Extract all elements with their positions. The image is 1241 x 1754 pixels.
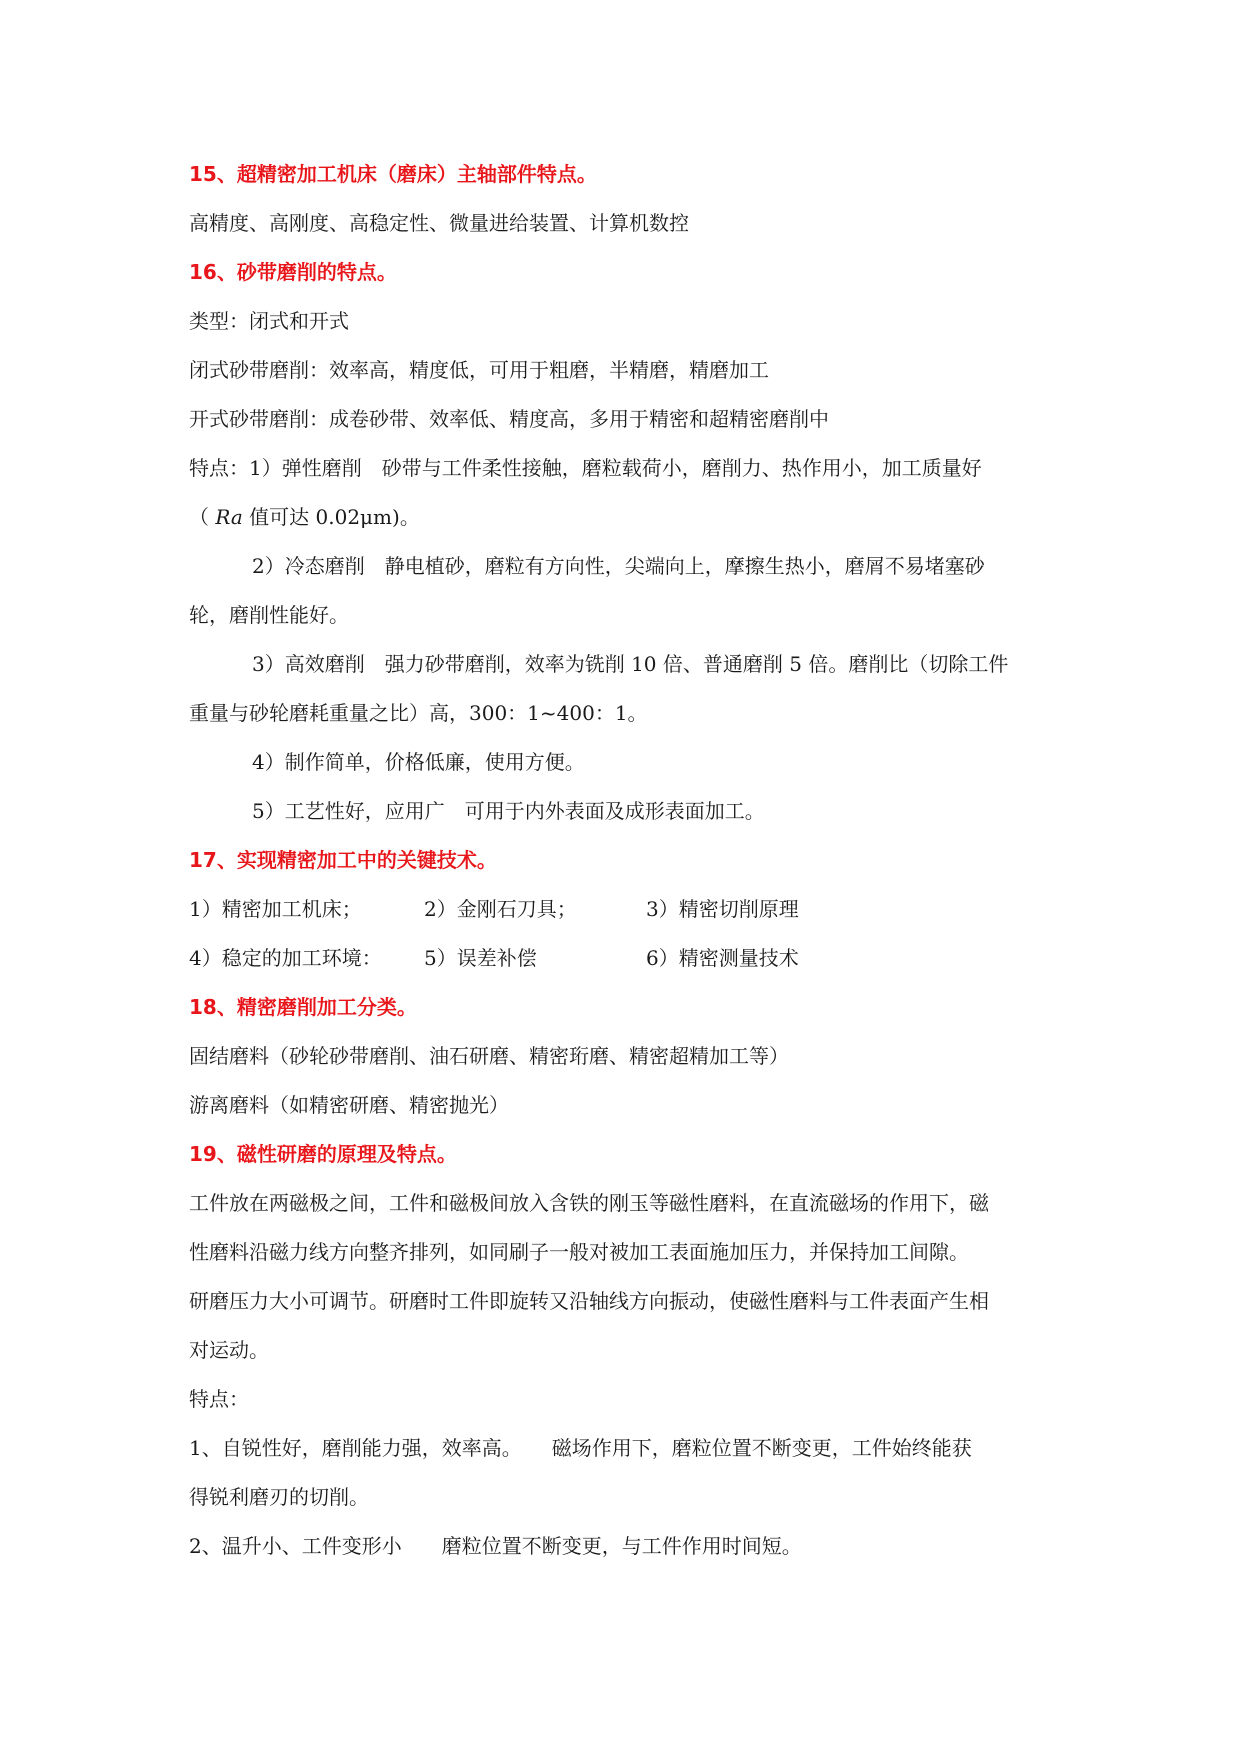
paragraph-16-closed: 闭式砂带磨削：效率高，精度低，可用于粗磨，半精磨，精磨加工 [189, 358, 769, 382]
key-tech-item: 3）精密切削原理 [646, 897, 799, 921]
heading-16: 16、砂带磨削的特点。 [189, 260, 397, 284]
paragraph-16-feature-1b [189, 503, 420, 531]
paragraph-16-feature-1a: 特点：1）弹性磨削 砂带与工件柔性接触，磨粒载荷小，磨削力、热作用小，加工质量好 [189, 456, 982, 480]
heading-17: 17、实现精密加工中的关键技术。 [189, 848, 497, 872]
key-tech-item: 5）误差补偿 [424, 946, 537, 970]
paragraph-19-line-2: 性磨料沿磁力线方向整齐排列，如同刷子一般对被加工表面施加压力，并保持加工间隙。 [189, 1240, 969, 1264]
paragraph-19-feature-2: 2、温升小、工件变形小 磨粒位置不断变更，与工件作用时间短。 [189, 1534, 802, 1558]
heading-18: 18、精密磨削加工分类。 [189, 995, 417, 1019]
paragraph-19-feature-label: 特点： [189, 1387, 249, 1411]
paragraph-19-feature-1a: 1、自锐性好，磨削能力强，效率高。 磁场作用下，磨粒位置不断变更，工件始终能获 [189, 1436, 972, 1460]
paragraph-19-line-4: 对运动。 [189, 1338, 269, 1362]
key-tech-item: 6）精密测量技术 [646, 946, 799, 970]
paragraph-16-feature-3b: 重量与砂轮磨耗重量之比）高，300：1~400：1。 [189, 701, 648, 725]
paragraph-16-feature-5: 5）工艺性好，应用广 可用于内外表面及成形表面加工。 [252, 799, 765, 823]
paragraph-16-feature-2b: 轮，磨削性能好。 [189, 603, 349, 627]
key-tech-item: 4）稳定的加工环境： [189, 946, 382, 970]
paragraph-19-line-1: 工件放在两磁极之间，工件和磁极间放入含铁的刚玉等磁性磨料，在直流磁场的作用下，磁 [189, 1191, 989, 1215]
paragraph-16-feature-3a: 3）高效磨削 强力砂带磨削，效率为铣削 10 倍、普通磨削 5 倍。磨削比（切除工件 [252, 652, 1009, 676]
paragraph-19-feature-1b: 得锐利磨刃的切削。 [189, 1485, 369, 1509]
paragraph-16-open: 开式砂带磨削：成卷砂带、效率低、精度高，多用于精密和超精密磨削中 [189, 407, 829, 431]
ra-value: 值可达 0.02μm)。 [242, 505, 420, 529]
paragraph-16-type: 类型：闭式和开式 [189, 309, 349, 333]
paragraph-16-feature-2a: 2）冷态磨削 静电植砂，磨粒有方向性，尖端向上，摩擦生热小，磨屑不易堵塞砂 [252, 554, 985, 578]
key-tech-row-1 [189, 895, 1089, 923]
paragraph-19-line-3: 研磨压力大小可调节。研磨时工件即旋转又沿轴线方向振动，使磁性磨料与工件表面产生相 [189, 1289, 989, 1313]
key-tech-row-2 [189, 944, 1089, 972]
ra-symbol: Ra [215, 505, 243, 529]
key-tech-item: 2）金刚石刀具； [424, 897, 577, 921]
paragraph-18-fixed: 固结磨料（砂轮砂带磨削、油石研磨、精密珩磨、精密超精加工等） [189, 1044, 789, 1068]
paragraph-18-free: 游离磨料（如精密研磨、精密抛光） [189, 1093, 509, 1117]
heading-15: 15、超精密加工机床（磨床）主轴部件特点。 [189, 162, 597, 186]
ra-prefix: （ [189, 505, 216, 529]
paragraph-16-feature-4: 4）制作简单，价格低廉，使用方便。 [252, 750, 585, 774]
key-tech-item: 1）精密加工机床； [189, 897, 362, 921]
heading-19: 19、磁性研磨的原理及特点。 [189, 1142, 457, 1166]
paragraph-15: 高精度、高刚度、高稳定性、微量进给装置、计算机数控 [189, 211, 689, 235]
